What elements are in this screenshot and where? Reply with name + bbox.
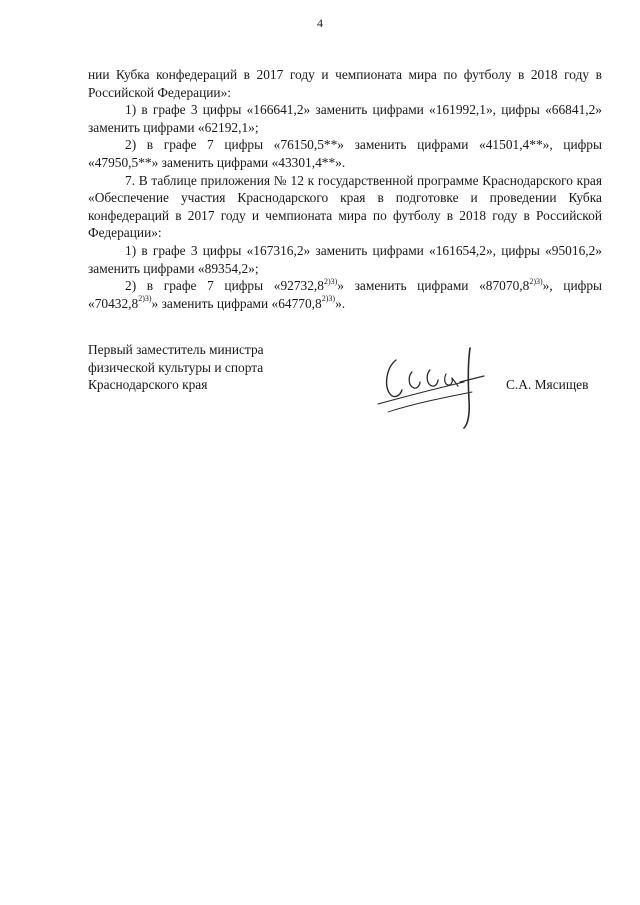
paragraph-item [88, 136, 602, 171]
text-run: », цифры «70432,8 [88, 278, 603, 311]
paragraph-item [88, 277, 602, 312]
document-body [88, 66, 602, 312]
signatory-title [88, 341, 264, 394]
paragraph-clause-7 [88, 172, 602, 242]
paragraph-item [88, 101, 602, 136]
paragraph-continuation [88, 66, 602, 101]
text-run: 1) в графе 3 цифры «166641,2» заменить цифрами «161992,1», цифры «66841,2» заменить цифрами «62192,1»; [88, 102, 602, 135]
text-run: нии Кубка конфедераций в 2017 году и чемпионата мира по футболу в 2018 году в Российской Федерации»: [88, 67, 602, 100]
signatory-title-line: Краснодарского края [88, 377, 208, 393]
footnote-marker: 2)3) [321, 294, 336, 304]
text-run: ». [335, 295, 346, 311]
signatory-title-line: физической культуры и спорта [88, 359, 264, 375]
text-run: 2) в графе 7 цифры «92732,8 [125, 278, 324, 294]
signatory-title-line: Первый заместитель министра [88, 342, 264, 357]
handwritten-signature [372, 342, 497, 432]
signatory-name: С.А. Мясищев [506, 377, 589, 392]
paragraph-item [88, 242, 602, 277]
text-run: » заменить цифрами «87070,8 [337, 278, 530, 294]
footnote-marker: 2)3) [138, 294, 152, 304]
page-number: 4 [317, 16, 323, 30]
text-run: » заменить цифрами «64770,8 [151, 295, 322, 311]
text-run: 2) в графе 7 цифры «76150,5**» заменить цифрами «41501,4**», цифры «47950,5**» заменить цифрами «43301,4**». [88, 137, 602, 170]
text-run: 1) в графе 3 цифры «167316,2» заменить цифрами «161654,2», цифры «95016,2» заменить цифрами «89354,2»; [88, 242, 602, 276]
footnote-marker: 2)3) [529, 276, 543, 286]
footnote-marker: 2)3) [323, 276, 338, 286]
text-run: 7. В таблице приложения № 12 к государственной программе Краснодарского края «Обеспечение участия Краснодарского края в подготовке и проведении Кубка конфедераций в 2017 году и чемпионата мира по футболу в 2018 году в Российской Федерации»: [88, 172, 602, 241]
